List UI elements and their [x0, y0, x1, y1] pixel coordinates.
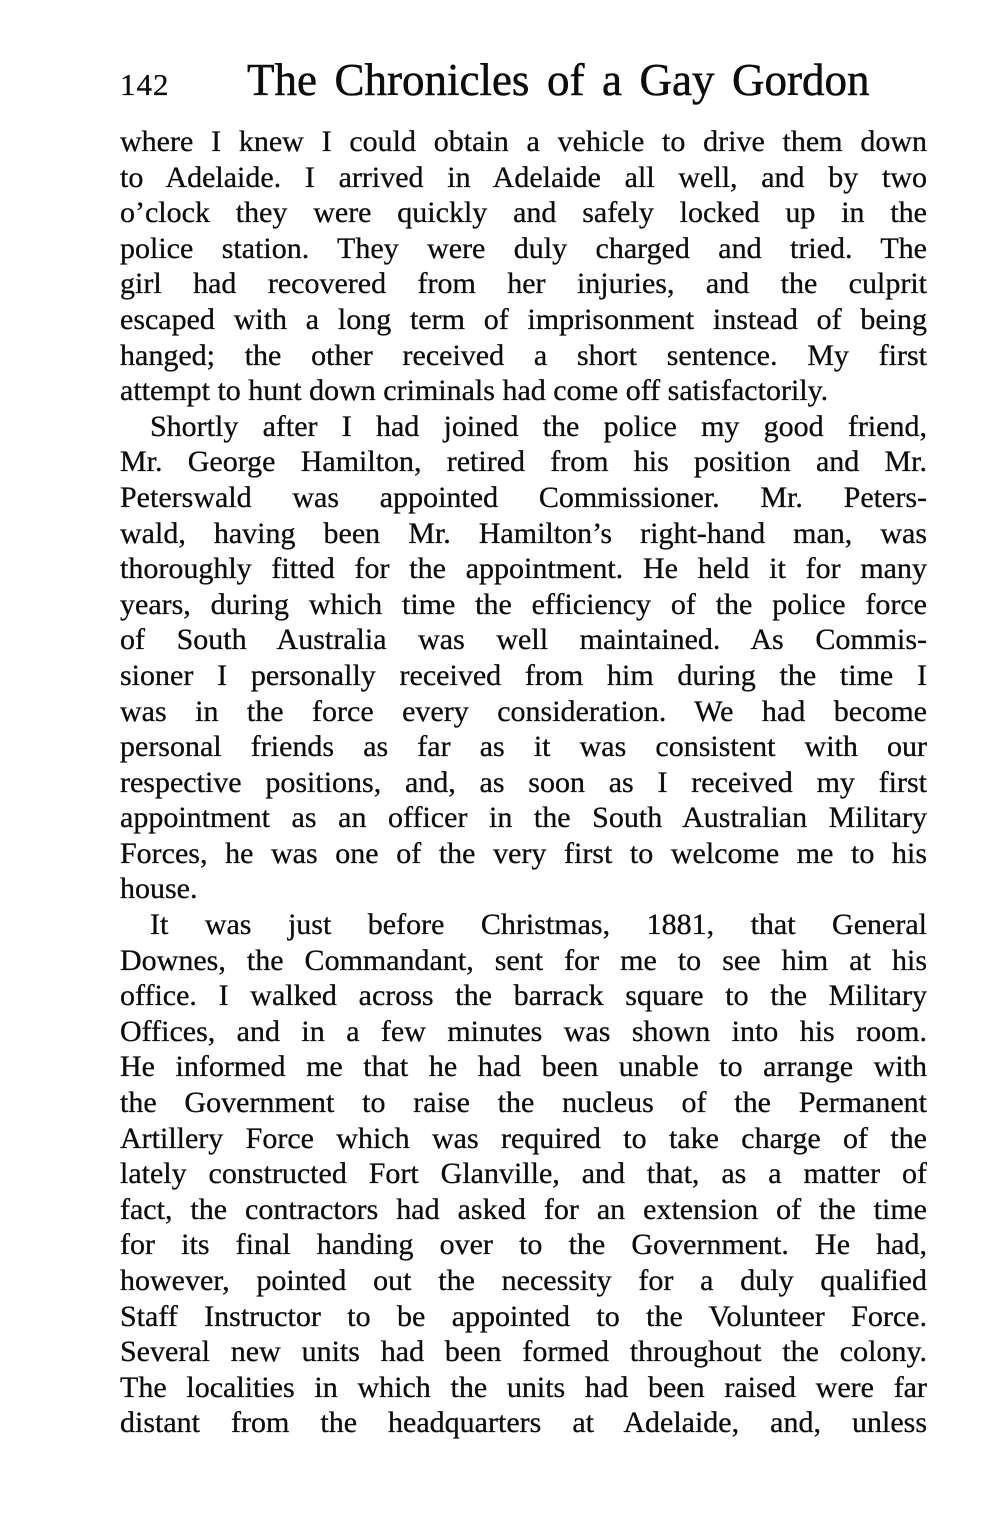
text-line: Forces, he was one of the very first to welcome me to his	[120, 836, 927, 870]
text-line: girl had recovered from her injuries, and the culprit	[120, 267, 927, 301]
text-line: Downes, the Commandant, sent for me to see him at his	[120, 943, 927, 977]
text-line: personal friends as far as it was consistent with our	[120, 730, 927, 764]
text-line: office. I walked across the barrack square to the Military	[120, 979, 927, 1013]
text-line: Offices, and in a few minutes was shown into his room.	[120, 1014, 927, 1048]
text-line: Peterswald was appointed Commissioner. Mr. Peters-	[120, 480, 927, 514]
text-line: It was just before Christmas, 1881, that General	[150, 908, 927, 942]
text-line: Mr. George Hamilton, retired from his position and Mr.	[120, 445, 927, 479]
page-number: 142	[120, 67, 170, 102]
text-line: Artillery Force which was required to take charge of the	[120, 1121, 927, 1155]
text-line: sioner I personally received from him during the time I	[120, 658, 927, 692]
text-line: however, pointed out the necessity for a duly qualified	[120, 1264, 927, 1297]
text-line: for its final handing over to the Government. He had,	[120, 1228, 927, 1262]
text-line: of South Australia was well maintained. As Commis-	[120, 623, 927, 657]
text-line: appointment as an officer in the South Australian Military	[120, 801, 927, 835]
page-body	[120, 124, 927, 1441]
page-title: The Chronicles of a Gay Gordon	[246, 55, 870, 105]
text-line: police station. They were duly charged and tried. The	[120, 231, 927, 265]
text-line: The localities in which the units had been raised were far	[120, 1370, 927, 1404]
paragraph	[120, 907, 927, 1441]
text-line: attempt to hunt down criminals had come off satisfactorily.	[120, 374, 829, 408]
text-line: to Adelaide. I arrived in Adelaide all well, and by two	[120, 160, 927, 194]
text-line: lately constructed Fort Glanville, and that, as a matter of	[120, 1157, 927, 1191]
text-line: Staff Instructor to be appointed to the Volunteer Force.	[120, 1299, 927, 1333]
text-line: wald, having been Mr. Hamilton’s right-hand man, was	[120, 516, 927, 550]
paragraph	[120, 409, 927, 907]
text-line: was in the force every consideration. We had become	[120, 694, 927, 728]
text-line: where I knew I could obtain a vehicle to drive them down	[120, 125, 927, 158]
text-line: the Government to raise the nucleus of the Permanent	[120, 1086, 927, 1120]
text-line: fact, the contractors had asked for an extension of the time	[120, 1192, 927, 1226]
text-line: hanged; the other received a short sentence. My first	[120, 338, 927, 372]
text-line: o’clock they were quickly and safely locked up in the	[120, 196, 927, 230]
text-line: thoroughly fitted for the appointment. He held it for many	[120, 552, 927, 586]
text-line: Several new units had been formed throughout the colony.	[120, 1335, 927, 1369]
text-line: distant from the headquarters at Adelaide, and, unless	[120, 1406, 927, 1440]
text-line: escaped with a long term of imprisonment instead of being	[120, 302, 927, 336]
page-header	[120, 54, 927, 105]
text-line: Shortly after I had joined the police my good friend,	[150, 409, 927, 443]
text-line: He informed me that he had been unable to arrange with	[120, 1050, 927, 1084]
text-line: house.	[120, 872, 198, 906]
paragraph	[120, 124, 927, 409]
text-line: years, during which time the efficiency of the police force	[120, 587, 927, 621]
text-line: respective positions, and, as soon as I received my first	[120, 765, 927, 799]
